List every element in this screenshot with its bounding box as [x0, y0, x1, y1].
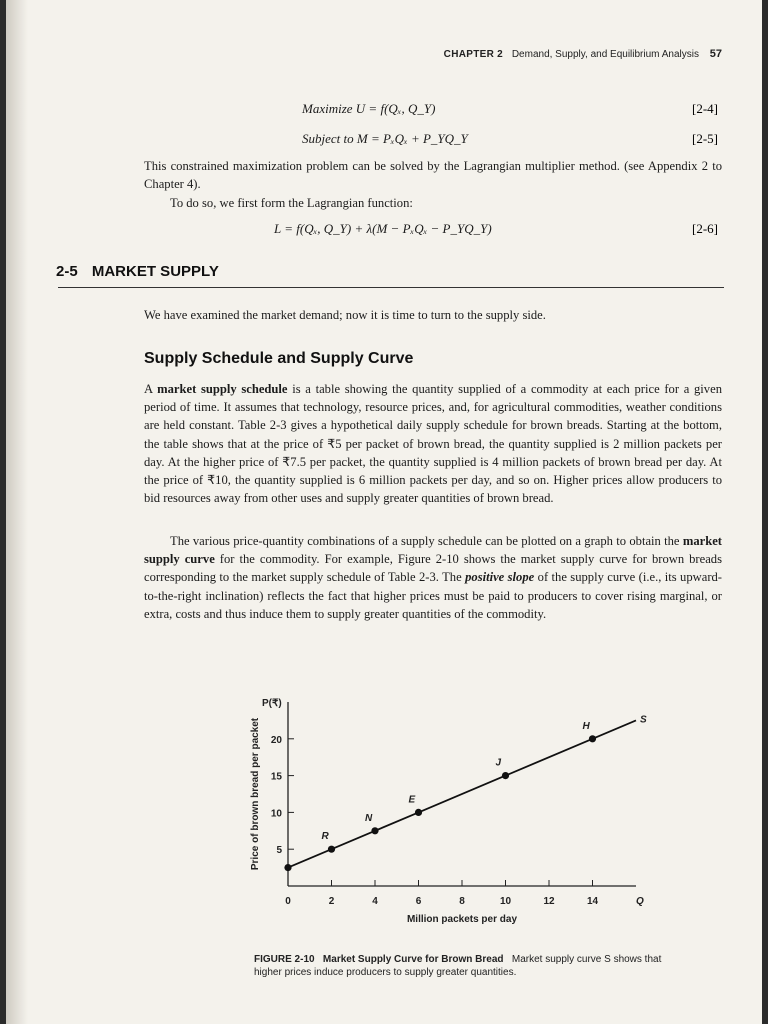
section-title: MARKET SUPPLY: [91, 263, 219, 280]
equation-number-2-4: [2-4]: [692, 101, 718, 116]
curve-label-s: S: [640, 714, 647, 726]
term-positive-slope: positive slope: [465, 570, 535, 585]
subsection-title: Supply Schedule and Supply Curve: [144, 350, 414, 367]
data-point-R: [328, 846, 335, 853]
data-point-N: [371, 827, 378, 834]
data-point-H: [589, 735, 596, 742]
x-tick-label: 0: [285, 896, 291, 907]
y-axis-label: Price of brown bread per packet: [250, 717, 261, 871]
figure-caption-text: Market supply curve S shows that higher prices induce producers to supply greater quantities.: [254, 954, 662, 978]
data-point-J: [502, 772, 509, 779]
term-market-supply-schedule: market supply schedule: [157, 382, 288, 396]
x-tick-label: 12: [543, 896, 555, 907]
x-tick-label: 8: [459, 896, 465, 907]
figure-label: FIGURE 2-10: [254, 954, 315, 965]
point-label: R: [321, 831, 329, 843]
p2-lead: The various price-quantity combinations of a supply schedule can be plotted on a graph to obtain the: [170, 534, 683, 548]
running-header: [444, 48, 722, 60]
section-intro: We have examined the market demand; now it is time to turn to the supply side.: [144, 308, 546, 322]
y-axis-symbol: P(₹): [262, 698, 282, 709]
y-tick-label: 15: [270, 771, 282, 783]
figure-caption: [254, 953, 674, 979]
equation-number-2-6: [2-6]: [692, 221, 718, 236]
p1-lead: A: [144, 382, 158, 396]
supply-curve-svg: [236, 690, 656, 940]
section-heading: [56, 263, 219, 280]
book-page: [6, 0, 762, 1024]
y-tick-label: 10: [270, 808, 282, 820]
page-gutter-shadow: [6, 0, 28, 1024]
figure-2-10-chart: [236, 690, 656, 945]
chapter-title: Demand, Supply, and Equilibrium Analysis: [511, 49, 699, 60]
x-tick-label: 6: [415, 896, 422, 907]
x-axis-symbol: Q: [636, 896, 644, 907]
figure-title: Market Supply Curve for Brown Bread: [322, 954, 504, 965]
point-label: N: [365, 812, 373, 824]
section-rule: [58, 287, 724, 288]
point-label: E: [408, 794, 416, 806]
x-axis-label: Million packets per day: [406, 914, 518, 925]
x-tick-label: 10: [499, 896, 512, 907]
x-tick-label: 4: [372, 896, 378, 907]
p1-rest: is a table showing the quantity supplied of a commodity at each price for a given period of time. It assumes that technology, resource prices, and, for agricultural commodities, weather conditions are held constant. Table 2-3 gives a hypothetical daily supply schedule for brown breads. Starting at the bottom, the table shows that at the price of ₹5 per packet of brown bread, the quantity supplied is 2 million packets per day. At the higher price of ₹7.5 per packet, the quantity supplied is 4 million packets of brown bread per day. At the price of ₹10, the quantity supplied is 6 million packets per day, and so on. Higher prices allow producers to bid resources away from other uses and supply greater quantities of brown bread.: [144, 382, 722, 506]
p2-mid: for the commodity. For example, Figure 2-10 shows the market supply curve for brown breads corresponding to the market supply schedule of Table 2-3. The: [144, 552, 723, 585]
point-label: H: [582, 720, 590, 732]
y-tick-label: 5: [276, 845, 282, 857]
paragraph-lagrange-2: To do so, we first form the Lagrangian function:: [170, 196, 413, 210]
x-tick-label: 2: [328, 896, 335, 907]
p2-rest: of the supply curve (i.e., its upward-to-the-right inclination) reflects the fact that higher prices must be paid to producers to cover rising marginal, or extra, costs and thus induce them to supply greater quantities of the commodity.: [144, 570, 723, 621]
equation-2-6: L = f(Qₓ, Q_Y) + λ(M − PₓQₓ − P_YQ_Y): [274, 221, 492, 236]
page-number: 57: [709, 48, 722, 60]
paragraph-supply-schedule: [144, 380, 722, 507]
chapter-label: CHAPTER 2: [443, 49, 504, 60]
y-tick-label: 20: [270, 734, 282, 746]
data-point-origin: [284, 864, 291, 871]
term-market-supply-curve: market supply curve: [144, 534, 722, 567]
point-label: J: [495, 757, 502, 769]
supply-curve-line: [288, 720, 636, 867]
equation-2-5: Subject to M = PₓQₓ + P_YQ_Y: [302, 131, 468, 146]
paragraph-lagrange: This constrained maximization problem can be solved by the Lagrangian multiplier method. (see Appendix 2 to Chapter 4).: [144, 159, 722, 192]
x-tick-label: 14: [586, 896, 599, 907]
equation-number-2-5: [2-5]: [692, 131, 718, 146]
section-number: 2-5: [56, 263, 78, 280]
paragraph-supply-curve: [144, 532, 722, 623]
data-point-E: [415, 809, 422, 816]
equation-2-4: Maximize U = f(Qₓ, Q_Y): [302, 101, 436, 116]
